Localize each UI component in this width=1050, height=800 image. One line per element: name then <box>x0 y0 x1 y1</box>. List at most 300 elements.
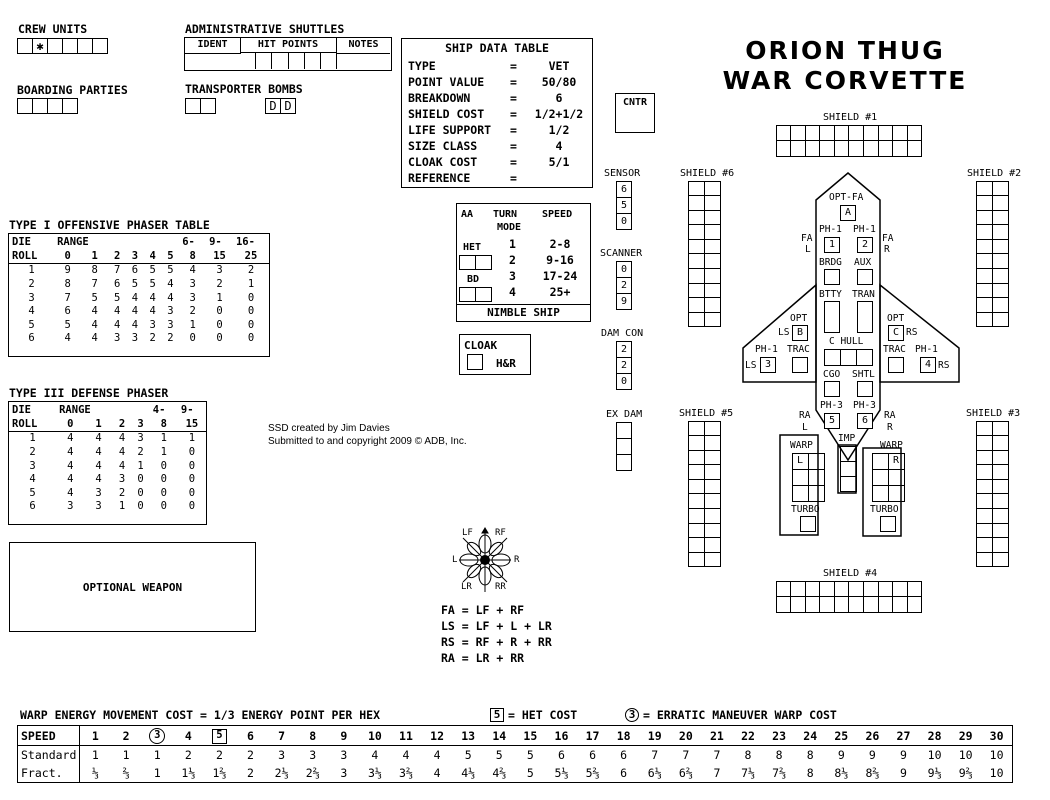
phaser-cell: 0 <box>247 291 255 304</box>
shield-box[interactable] <box>688 181 705 197</box>
warp-left-boxes[interactable] <box>792 453 824 501</box>
scanner-box[interactable]: 0 <box>616 261 632 278</box>
phaser-cell: 2 <box>189 305 196 318</box>
phaser-cell: 5 <box>149 264 156 277</box>
standard-row <box>18 746 1013 765</box>
shield-box[interactable] <box>704 312 721 328</box>
ship-data-value: 1/2 <box>548 123 570 137</box>
shield-box[interactable] <box>704 195 721 211</box>
shield4-track[interactable] <box>776 581 922 612</box>
phaser-cell: 4 <box>91 318 98 331</box>
phaser-cell: 3 <box>113 332 121 345</box>
shield-box[interactable] <box>704 283 721 299</box>
shield-box[interactable] <box>976 464 993 480</box>
shield-box[interactable] <box>819 581 835 598</box>
impulse-label: IMP <box>838 433 856 444</box>
phaser-row <box>9 292 269 306</box>
shield-box[interactable] <box>992 552 1009 568</box>
turn-mode-rows <box>501 237 589 301</box>
shield-box[interactable] <box>688 493 705 509</box>
shield-box[interactable] <box>976 283 993 299</box>
shield-box[interactable] <box>976 253 993 269</box>
phaser-cell: 4 <box>95 445 102 458</box>
shield-box[interactable] <box>688 552 705 568</box>
shield5-track[interactable] <box>688 421 720 567</box>
warp-right-label: WARP <box>880 440 903 451</box>
shield-box[interactable] <box>688 508 705 524</box>
shield-box[interactable] <box>776 581 792 598</box>
phaser-cell: 4 <box>95 459 102 472</box>
shield-box[interactable] <box>834 125 850 142</box>
shield-box[interactable] <box>688 283 705 299</box>
transporter-bomb-dummy-track[interactable] <box>265 98 296 114</box>
shield-box[interactable] <box>976 523 993 539</box>
fract-cell: ⅓ <box>91 766 99 780</box>
compass-r: R <box>514 555 520 565</box>
movement-cost-table <box>17 725 1013 783</box>
shield-box[interactable] <box>704 493 721 509</box>
shield-box[interactable] <box>819 140 835 157</box>
shield-box[interactable] <box>976 312 993 328</box>
shield-box[interactable] <box>976 552 993 568</box>
opt-c-mount[interactable]: C <box>888 325 904 341</box>
cargo-box[interactable] <box>824 381 840 397</box>
phaser-header-cell: 3 <box>137 417 144 430</box>
warp-left-label: WARP <box>790 440 813 451</box>
ship-data-value: 6 <box>555 91 563 105</box>
arc-fa: FA = LF + RF <box>441 603 525 617</box>
shuttle-hp-header: HIT POINTS <box>240 38 337 53</box>
damcon-box[interactable]: 2 <box>616 357 632 374</box>
shield-box[interactable] <box>704 253 721 269</box>
warp-box[interactable] <box>792 469 809 486</box>
shield-box[interactable] <box>848 581 864 598</box>
ship-data-title: SHIP DATA TABLE <box>445 41 549 55</box>
warp-box[interactable] <box>872 453 889 470</box>
shield-box[interactable] <box>992 224 1009 240</box>
shield-box[interactable] <box>776 140 792 157</box>
speed-value: 25 <box>834 728 849 743</box>
shield-box[interactable] <box>863 596 879 613</box>
shield-box[interactable] <box>976 435 993 451</box>
sensor-box[interactable]: 0 <box>616 213 632 230</box>
warp-right-boxes[interactable] <box>872 453 904 501</box>
shield-box[interactable] <box>704 479 721 495</box>
shield-box[interactable] <box>992 421 1009 437</box>
speed-value: 30 <box>989 728 1004 743</box>
shield-box[interactable] <box>863 140 879 157</box>
shield-box[interactable] <box>992 210 1009 226</box>
shield-box[interactable] <box>688 224 705 240</box>
speed-value: 3 <box>149 728 165 744</box>
shield-box[interactable] <box>776 125 792 142</box>
shield-box[interactable] <box>848 125 864 142</box>
shield-box[interactable] <box>976 421 993 437</box>
scanner-box[interactable]: 9 <box>616 293 632 310</box>
turn-speed-value: 25+ <box>549 285 571 299</box>
shield-box[interactable] <box>704 181 721 197</box>
ship-data-eq: = <box>510 155 517 169</box>
crew-units-track[interactable] <box>17 38 108 54</box>
shield-box[interactable] <box>688 537 705 553</box>
shield-box[interactable] <box>976 239 993 255</box>
shield2-track[interactable] <box>976 181 1008 327</box>
ra-left-label2: L <box>802 422 808 433</box>
shield-box[interactable] <box>805 596 821 613</box>
shield-box[interactable] <box>992 523 1009 539</box>
sensor-track[interactable] <box>616 181 632 230</box>
warp-box[interactable] <box>808 453 825 470</box>
shield-box[interactable] <box>976 479 993 495</box>
shield-box[interactable] <box>805 140 821 157</box>
cntr-label: CNTR <box>622 97 648 108</box>
het-cost-legend-box: 5 <box>490 708 504 722</box>
shield-box[interactable] <box>976 537 993 553</box>
speed-cell <box>639 726 670 746</box>
shield-box[interactable] <box>688 523 705 539</box>
shield-box[interactable] <box>834 596 850 613</box>
fract-cell: 1⅔ <box>212 766 227 780</box>
shield-box[interactable] <box>976 181 993 197</box>
turn-mode-value: 3 <box>509 269 516 283</box>
shuttle-bay-box[interactable] <box>857 381 873 397</box>
shield-box[interactable] <box>878 581 894 598</box>
phaser-cell: 4 <box>91 332 98 345</box>
warp-box[interactable] <box>888 485 905 502</box>
phaser-cell: 2 <box>247 264 255 277</box>
shield-box[interactable] <box>992 537 1009 553</box>
shield-box[interactable] <box>992 239 1009 255</box>
crew-unit-box[interactable] <box>47 38 63 54</box>
phaser-row <box>9 487 206 501</box>
boarding-box[interactable] <box>17 98 33 114</box>
phaser-cell: 4 <box>131 305 139 318</box>
ship-data-value: 5/1 <box>548 155 570 169</box>
scanner-box[interactable]: 2 <box>616 277 632 294</box>
turbo-right-box[interactable] <box>880 516 896 532</box>
phaser-header-cell: DIE <box>12 236 31 248</box>
ph1-c-mount[interactable]: 3 <box>760 357 776 373</box>
shield-box[interactable] <box>688 239 705 255</box>
shield-box[interactable] <box>704 508 721 524</box>
speed-cell <box>359 726 390 746</box>
shield-box[interactable] <box>688 479 705 495</box>
phaser-header-cell: RANGE <box>59 404 91 416</box>
dummy-bomb-box[interactable]: D <box>265 98 281 114</box>
shield-box[interactable] <box>688 253 705 269</box>
damcon-box[interactable]: 2 <box>616 341 632 358</box>
shield-box[interactable] <box>863 581 879 598</box>
standard-cell: 1 <box>153 748 161 762</box>
tractor-right-box[interactable] <box>888 357 904 373</box>
fract-cell: 1⅓ <box>181 766 196 780</box>
shield-box[interactable] <box>976 493 993 509</box>
shield-box[interactable] <box>834 140 850 157</box>
cloak-status-box[interactable] <box>467 354 483 370</box>
speed-value: 21 <box>709 728 724 743</box>
shield-box[interactable] <box>688 268 705 284</box>
phaser-cell: 4 <box>149 305 156 318</box>
shield-box[interactable] <box>805 581 821 598</box>
exdam-track[interactable] <box>616 422 632 471</box>
shield-box[interactable] <box>992 464 1009 480</box>
standard-cell: 7 <box>651 748 659 762</box>
shield-box[interactable] <box>992 508 1009 524</box>
shield-box[interactable] <box>688 435 705 451</box>
shield-box[interactable] <box>892 581 908 598</box>
damcon-box[interactable]: 0 <box>616 373 632 390</box>
shield-box[interactable] <box>976 224 993 240</box>
het-label: HET <box>463 242 482 253</box>
standard-cell: 10 <box>927 748 942 762</box>
ship-data-value: 4 <box>555 139 563 153</box>
shield3-label: SHIELD #3 <box>966 408 1021 419</box>
shield6-track[interactable] <box>688 181 720 327</box>
boarding-box[interactable] <box>47 98 63 114</box>
t-bomb-box[interactable] <box>185 98 201 114</box>
t-bomb-box[interactable] <box>200 98 216 114</box>
shield-box[interactable] <box>992 493 1009 509</box>
warp-box[interactable] <box>872 469 889 486</box>
shield-box[interactable] <box>863 125 879 142</box>
sensor-box[interactable]: 5 <box>616 197 632 214</box>
aux-box[interactable] <box>857 269 873 285</box>
shield-box[interactable] <box>878 140 894 157</box>
shield-box[interactable] <box>704 450 721 466</box>
cntr-box[interactable] <box>615 93 655 133</box>
shield-box[interactable] <box>992 195 1009 211</box>
shield-box[interactable] <box>907 125 923 142</box>
shield-box[interactable] <box>992 435 1009 451</box>
shuttles-table <box>184 37 392 71</box>
ship-data-value: VET <box>548 59 570 73</box>
boarding-parties-track[interactable] <box>17 98 78 114</box>
shield-box[interactable] <box>992 479 1009 495</box>
shield-box[interactable] <box>976 210 993 226</box>
shield-box[interactable] <box>704 537 721 553</box>
turn-speed-value: 17-24 <box>542 269 578 283</box>
shield-box[interactable] <box>688 464 705 480</box>
phaser-header-cell: 9- <box>209 236 222 248</box>
shield-box[interactable] <box>848 596 864 613</box>
crew-unit-box[interactable] <box>77 38 93 54</box>
shield-box[interactable] <box>907 140 923 157</box>
warp-box[interactable] <box>808 469 825 486</box>
shield-box[interactable] <box>704 435 721 451</box>
shield-box[interactable] <box>819 596 835 613</box>
fract-cell: 1 <box>153 766 161 780</box>
shield-box[interactable] <box>992 450 1009 466</box>
bridge-box[interactable] <box>824 269 840 285</box>
shield-box[interactable] <box>976 297 993 313</box>
shield-box[interactable] <box>976 268 993 284</box>
het-track[interactable] <box>459 255 492 270</box>
optional-weapon-box[interactable] <box>9 542 256 632</box>
standard-cell: 9 <box>900 748 907 762</box>
opt-b-mount[interactable]: B <box>792 325 808 341</box>
shield-box[interactable] <box>688 210 705 226</box>
shield-box[interactable] <box>688 195 705 211</box>
standard-cell: 6 <box>557 748 565 762</box>
shield-box[interactable] <box>805 125 821 142</box>
phaser-cell: 7 <box>91 277 98 290</box>
crew-unit-box[interactable] <box>62 38 78 54</box>
shield-box[interactable] <box>704 421 721 437</box>
shield-box[interactable] <box>878 125 894 142</box>
cloak-label: CLOAK <box>464 339 498 352</box>
shield-box[interactable] <box>992 268 1009 284</box>
warp-box[interactable]: L <box>792 453 809 470</box>
ship-data-key: CLOAK COST <box>408 155 478 169</box>
standard-cell: 6 <box>589 748 597 762</box>
shield-box[interactable] <box>819 125 835 142</box>
phaser-cell: 3 <box>189 291 196 304</box>
transporter-boxes[interactable] <box>857 301 873 333</box>
shuttle-hp-track[interactable] <box>240 53 337 69</box>
phaser-cell: 5 <box>149 277 156 290</box>
phaser-cell: 0 <box>247 305 255 318</box>
shield-box[interactable] <box>704 268 721 284</box>
ph1-a-mount[interactable]: 1 <box>824 237 840 253</box>
shield-box[interactable] <box>976 508 993 524</box>
shield-box[interactable] <box>992 181 1009 197</box>
rs-label: RS <box>906 327 918 338</box>
boarding-box[interactable] <box>32 98 48 114</box>
shuttle-bay-label: SHTL <box>852 369 875 380</box>
ph3-a-mount[interactable]: 5 <box>824 413 840 429</box>
phaser-cell: 3 <box>28 291 35 304</box>
shield-box[interactable] <box>688 450 705 466</box>
damcon-track[interactable] <box>616 341 632 390</box>
shield-box[interactable] <box>892 140 908 157</box>
phaser-header-cell: 0 <box>67 417 74 430</box>
warp-box[interactable] <box>888 469 905 486</box>
tractor-left-box[interactable] <box>792 357 808 373</box>
warp-box[interactable]: R <box>888 453 905 470</box>
phaser-header-cell: 0 <box>64 249 71 262</box>
opt-c-label: OPT <box>887 313 905 324</box>
sensor-box[interactable]: 6 <box>616 181 632 198</box>
shield-box[interactable] <box>704 523 721 539</box>
scanner-track[interactable] <box>616 261 632 310</box>
shield-box[interactable] <box>688 421 705 437</box>
warp-box[interactable] <box>872 485 889 502</box>
shield-box[interactable] <box>892 596 908 613</box>
phaser-cell: 0 <box>160 500 167 513</box>
shield-box[interactable] <box>704 464 721 480</box>
shield-box[interactable] <box>704 297 721 313</box>
shield-box[interactable] <box>848 140 864 157</box>
arc-definitions <box>441 602 552 666</box>
standard-cell: 10 <box>958 748 973 762</box>
ph3-b-mount[interactable]: 6 <box>857 413 873 429</box>
shield-box[interactable] <box>790 125 806 142</box>
impulse-boxes[interactable] <box>840 446 856 491</box>
shield-box[interactable] <box>992 283 1009 299</box>
warp-box[interactable] <box>792 485 809 502</box>
opt-fa-mount[interactable]: A <box>840 205 856 221</box>
shield-box[interactable] <box>976 195 993 211</box>
bd-track[interactable] <box>459 287 492 302</box>
shield-box[interactable] <box>976 450 993 466</box>
fract-cell: 8 <box>806 766 814 780</box>
shield-box[interactable] <box>688 312 705 328</box>
speed-value: 9 <box>340 728 348 743</box>
phaser-cell: 5 <box>167 264 174 277</box>
speed-value: 16 <box>554 728 569 743</box>
phaser-cell: 4 <box>118 432 126 445</box>
speed-cell <box>142 726 173 746</box>
ship-data-key: BREAKDOWN <box>408 91 471 105</box>
center-hull-boxes[interactable] <box>824 349 872 365</box>
turn-speed-value: 2-8 <box>549 237 571 251</box>
ph1-b-label: PH-1 <box>853 224 876 235</box>
shield-box[interactable] <box>790 596 806 613</box>
shield3-track[interactable] <box>976 421 1008 567</box>
turbo-left-box[interactable] <box>800 516 816 532</box>
shield-box[interactable] <box>704 239 721 255</box>
dummy-bomb-box[interactable]: D <box>280 98 296 114</box>
shield-box[interactable] <box>907 581 923 598</box>
standard-cell: 8 <box>744 748 752 762</box>
shield-box[interactable] <box>790 140 806 157</box>
boarding-parties-label: BOARDING PARTIES <box>17 83 128 97</box>
shield-box[interactable] <box>704 210 721 226</box>
fract-cell: ⅔ <box>122 766 130 780</box>
phaser-cell: 0 <box>216 332 223 345</box>
shield-box[interactable] <box>878 596 894 613</box>
phaser-cell: 5 <box>64 318 71 331</box>
firing-arc-compass <box>445 525 525 595</box>
crew-unit-box[interactable]: ✱ <box>32 38 48 54</box>
shield-box[interactable] <box>776 596 792 613</box>
speed-cell <box>546 726 577 746</box>
shield-box[interactable] <box>688 297 705 313</box>
ship-data-row <box>408 123 588 139</box>
ship-data-eq: = <box>510 123 517 137</box>
turn-mode-value: 1 <box>509 237 516 251</box>
shield-box[interactable] <box>992 297 1009 313</box>
shield-box[interactable] <box>892 125 908 142</box>
battery-boxes[interactable] <box>824 301 840 333</box>
shield-box[interactable] <box>992 312 1009 328</box>
opt-b-label: OPT <box>790 313 808 324</box>
phaser-cell: 3 <box>137 432 144 445</box>
phaser-cell: 4 <box>67 459 74 472</box>
phaser-header-cell: 1 <box>91 249 98 262</box>
transporter-bomb-empty-track[interactable] <box>185 98 216 114</box>
standard-cell: 1 <box>122 748 130 762</box>
standard-cell: 7 <box>713 748 721 762</box>
shield-box[interactable] <box>992 253 1009 269</box>
shield-box[interactable] <box>790 581 806 598</box>
warp-box[interactable] <box>808 485 825 502</box>
ship-data-row <box>408 139 588 155</box>
crew-unit-box[interactable] <box>92 38 108 54</box>
shield1-track[interactable] <box>776 125 922 156</box>
crew-unit-box[interactable] <box>17 38 33 54</box>
shield-box[interactable] <box>704 224 721 240</box>
shield-box[interactable] <box>907 596 923 613</box>
boarding-box[interactable] <box>62 98 78 114</box>
ra-right-label2: R <box>887 422 893 433</box>
ph1-b-mount[interactable]: 2 <box>857 237 873 253</box>
shield-box[interactable] <box>704 552 721 568</box>
ph1-c-label: PH-1 <box>755 344 778 355</box>
shield-box[interactable] <box>834 581 850 598</box>
ph1-d-mount[interactable]: 4 <box>920 357 936 373</box>
phaser-cell: 2 <box>29 445 36 458</box>
